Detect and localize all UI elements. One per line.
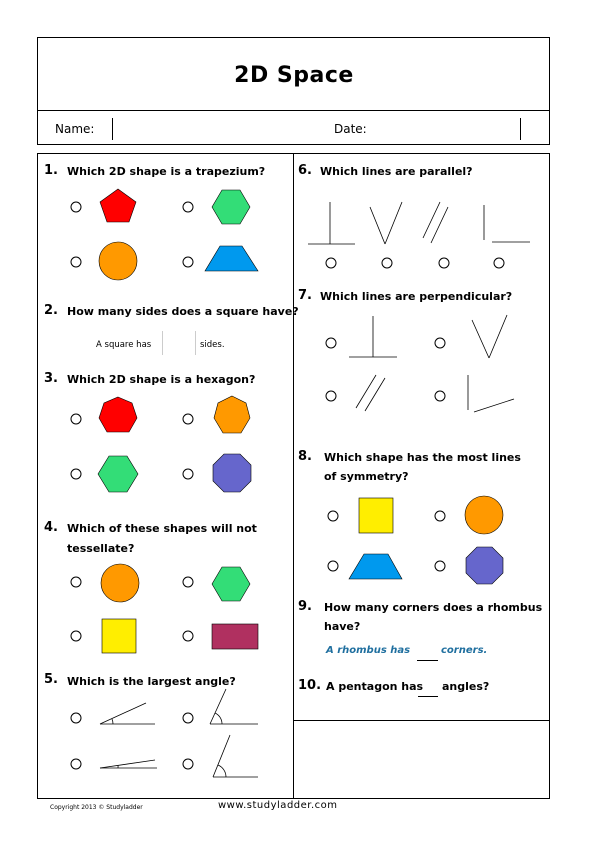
q10-text-suffix: angles? — [442, 680, 490, 693]
q8-option-a-radio[interactable] — [328, 511, 338, 521]
q1-number: 1. — [44, 163, 58, 178]
q10-text-prefix: A pentagon has — [326, 680, 424, 693]
q6-number: 6. — [298, 163, 312, 178]
q3-option-a-radio[interactable] — [71, 414, 81, 424]
q5-angle-a — [100, 703, 155, 724]
q4-yellow-square — [102, 619, 136, 653]
q4-option-a-radio[interactable] — [71, 577, 81, 587]
q1-text: Which 2D shape is a trapezium? — [67, 165, 266, 178]
q4-text-line1: Which of these shapes will not — [67, 522, 257, 535]
page-title: 2D Space — [234, 63, 354, 88]
date-label: Date: — [334, 122, 367, 136]
q3-red-heptagon — [99, 397, 137, 432]
q2-answer-prefix: A square has — [96, 340, 152, 350]
q5-option-a-radio[interactable] — [71, 713, 81, 723]
q6-figure-b — [370, 202, 402, 244]
q1-option-d-radio[interactable] — [183, 257, 193, 267]
q7-text: Which lines are perpendicular? — [320, 290, 513, 303]
q6-option-b-radio[interactable] — [382, 258, 392, 268]
q7-option-d-radio[interactable] — [435, 391, 445, 401]
q4-orange-circle — [101, 564, 139, 602]
q3-text: Which 2D shape is a hexagon? — [67, 373, 256, 386]
name-label: Name: — [55, 122, 95, 136]
q4-option-b-radio[interactable] — [183, 577, 193, 587]
q5-angle-b — [210, 689, 258, 724]
q7-option-a-radio[interactable] — [326, 338, 336, 348]
q5-text: Which is the largest angle? — [67, 675, 236, 688]
q6-text: Which lines are parallel? — [320, 165, 473, 178]
q8-option-d-radio[interactable] — [435, 561, 445, 571]
q8-orange-circle — [465, 496, 503, 534]
q8-purple-octagon — [466, 547, 503, 584]
footer-copyright: Copyright 2013 © Studyladder — [50, 804, 143, 811]
q2-answer-suffix: sides. — [200, 340, 225, 350]
q9-answer-suffix: corners. — [441, 645, 488, 656]
q8-number: 8. — [298, 449, 312, 464]
q4-maroon-rectangle — [212, 624, 258, 649]
q1-option-c-radio[interactable] — [71, 257, 81, 267]
q4-number: 4. — [44, 520, 58, 535]
q5-option-b-radio[interactable] — [183, 713, 193, 723]
q7-figure-c — [356, 375, 385, 411]
q8-yellow-square — [359, 498, 393, 533]
q10-number: 10. — [298, 678, 322, 693]
q1-option-a-radio[interactable] — [71, 202, 81, 212]
q8-option-c-radio[interactable] — [328, 561, 338, 571]
q9-answer-prefix: A rhombus has — [326, 645, 411, 656]
q9-number: 9. — [298, 599, 312, 614]
q3-option-d-radio[interactable] — [183, 469, 193, 479]
q4-option-c-radio[interactable] — [71, 631, 81, 641]
q1-blue-trapezium — [205, 246, 258, 271]
q6-figure-a — [308, 202, 355, 244]
q2-text: How many sides does a square have? — [67, 305, 299, 318]
q3-number: 3. — [44, 371, 58, 386]
q3-option-c-radio[interactable] — [71, 469, 81, 479]
q6-figure-c — [423, 202, 448, 243]
q7-figure-d — [468, 375, 514, 412]
q7-option-c-radio[interactable] — [326, 391, 336, 401]
q9-text-line2: have? — [324, 620, 361, 633]
q2-number: 2. — [44, 303, 58, 318]
q4-text-line2: tessellate? — [67, 542, 135, 555]
q5-option-d-radio[interactable] — [183, 759, 193, 769]
q6-option-d-radio[interactable] — [494, 258, 504, 268]
q4-green-hexagon — [212, 567, 250, 601]
q3-orange-heptagon — [214, 396, 250, 433]
q6-option-c-radio[interactable] — [439, 258, 449, 268]
q3-option-b-radio[interactable] — [183, 414, 193, 424]
q1-green-hexagon — [212, 190, 250, 224]
q8-blue-trapezium — [349, 554, 402, 579]
footer-url[interactable]: www.studyladder.com — [218, 800, 338, 811]
q7-option-b-radio[interactable] — [435, 338, 445, 348]
q1-red-pentagon — [100, 189, 136, 222]
q5-angle-c — [100, 760, 157, 768]
q8-option-b-radio[interactable] — [435, 511, 445, 521]
q1-orange-circle — [99, 242, 137, 280]
q9-text-line1: How many corners does a rhombus — [324, 601, 543, 614]
q6-figure-d — [484, 205, 530, 242]
q7-figure-b — [472, 315, 507, 358]
q5-angle-d — [213, 735, 258, 777]
q5-number: 5. — [44, 672, 58, 687]
q8-text-line2: of symmetry? — [324, 470, 409, 483]
q7-number: 7. — [298, 288, 312, 303]
q4-option-d-radio[interactable] — [183, 631, 193, 641]
q8-text-line1: Which shape has the most lines — [324, 451, 521, 464]
q7-figure-a — [349, 316, 397, 357]
q3-purple-octagon — [213, 454, 251, 492]
q1-option-b-radio[interactable] — [183, 202, 193, 212]
q6-option-a-radio[interactable] — [326, 258, 336, 268]
q3-green-hexagon — [98, 456, 138, 492]
q5-option-c-radio[interactable] — [71, 759, 81, 769]
